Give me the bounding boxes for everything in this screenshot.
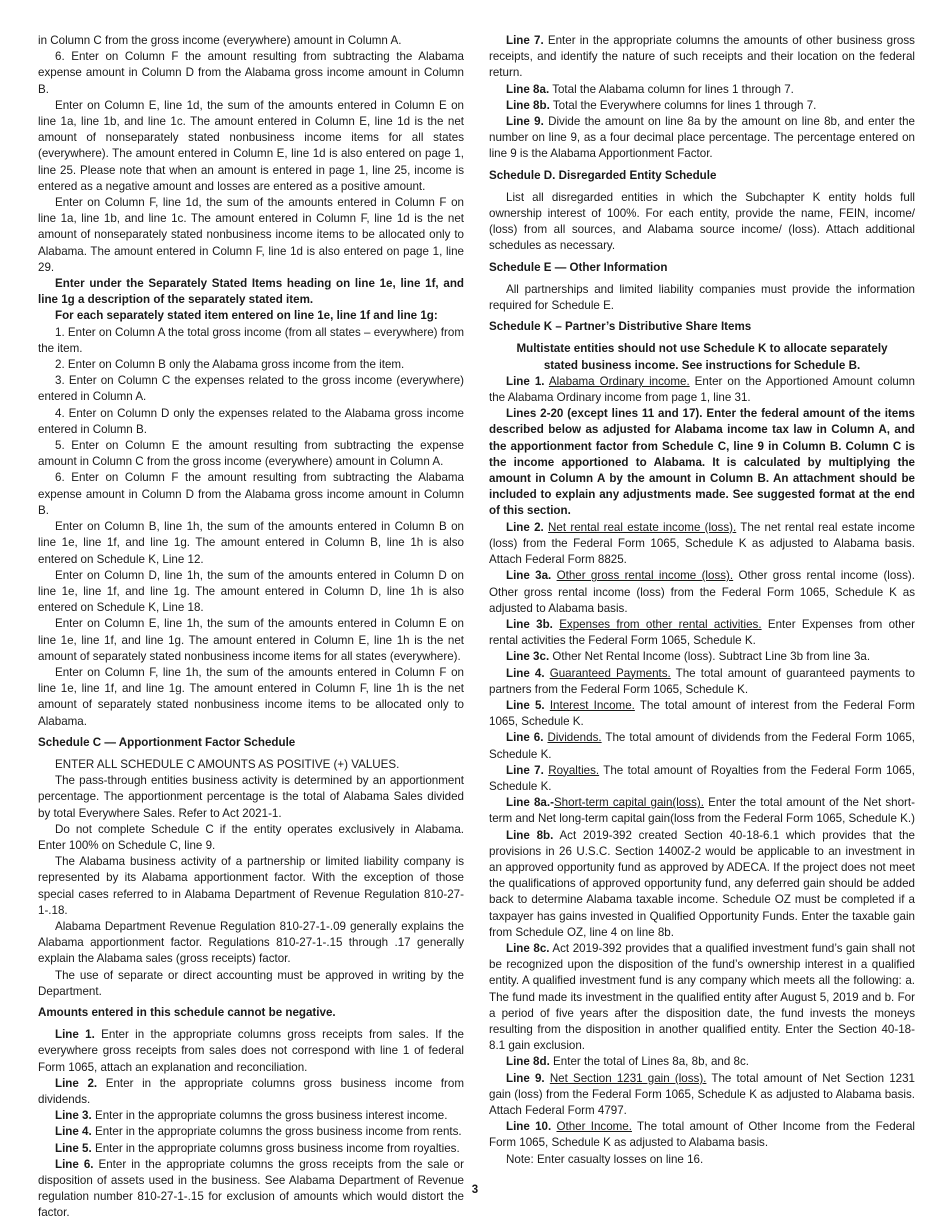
line-1-instruction: Line 1. Enter in the appropriate columns gross receipts from sales. If the everywhere gross receipts from sales does not correspond with line 1 of federal Form 1065, attach an explanation and reconciliation.: [38, 1028, 464, 1074]
list-item: 3. Enter on Column C the expenses related to the gross income (everywhere) entered in Column A.: [38, 374, 464, 404]
paragraph: Enter on Column F, line 1d, the sum of the amounts entered in Column F on line 1a, line 1b, and line 1c. The amount entered in Column F, line 1d is the net amount of nonseparately stated nonbusiness income items to be allocated only to Alabama. The amount entered in Column F, line 1d is also entered on page 1, line 29.: [38, 196, 464, 274]
line-6-instruction: Line 6. Enter in the appropriate columns the gross receipts from the sale or disposition of assets used in the business. See Alabama Department of Revenue regulation number 810-27-1-.15 for exclusion of amounts which would distort the factor.: [38, 1157, 464, 1220]
list-item: 4. Enter on Column D only the expenses related to the Alabama gross income entered in Column B.: [38, 406, 464, 436]
paragraph: Enter on Column E, line 1h, the sum of the amounts entered in Column E on line 1e, line 1f, and line 1g. The amount entered in Column E, line 1h is the net amount of separately stated nonbusiness income items for all states (everywhere).: [38, 617, 464, 663]
paragraph: Enter on Column D, line 1h, the sum of the amounts entered in Column D on line 1e, line 1f, and line 1g. The amount entered in Column D, line 1h is also entered on Schedule K, Line 18.: [38, 568, 464, 615]
paragraph: List all disregarded entities in which the Subchapter K entity holds full ownership interest of 100%. For each entity, provide the name, FEIN, income/ (loss) from all sources, and Alabama source income/ (loss). Attach additional schedules as necessary.: [489, 190, 915, 253]
k-line-3a: Line 3a. Other gross rental income (loss). Other gross rental income (loss). Other gross rental income (loss) from the Federal Form 1065, Schedule K as adjusted to Alabama basis.: [489, 569, 916, 615]
k-line-2: Line 2. Net rental real estate income (loss). The net rental real estate income (loss) from the Federal Form 1065, Schedule K as adjusted to Alabama basis. Attach Federal Form 8825.: [489, 520, 915, 567]
line-8a-instruction: Line 8a. Total the Alabama column for lines 1 through 7.: [506, 82, 794, 96]
line-9-instruction: Line 9. Divide the amount on line 8a by the amount on line 8b, and enter the number on line 9, as a four decimal place percentage. The percentage entered on line 9 is the Alabama Apportionment Factor.: [489, 115, 915, 161]
paragraph: The pass-through entities business activity is determined by an apportionment percentage. The apportionment percentage is the total of Alabama Sales divided by total Everywhere Sales. Refer to Act 2021-1.: [38, 774, 464, 820]
schedule-k-heading: Schedule K – Partner’s Distributive Share Items: [489, 320, 752, 334]
paragraph: Enter on Column B, line 1h, the sum of the amounts entered in Column B on line 1e, line 1f, and line 1g. The amount entered in Column B, line 1h is also entered on Schedule K, Line 12.: [38, 520, 464, 566]
paragraph: in Column C from the gross income (everywhere) amount in Column A.: [38, 34, 402, 47]
k-line-3c: Line 3c. Other Net Rental Income (loss). Subtract Line 3b from line 3a.: [506, 650, 871, 664]
paragraph: Alabama Department Revenue Regulation 810-27-1-.09 generally explains the Alabama apportionment factor. Regulations 810-27-1-.15 through .17 generally explain the Alabama sales (gross receipts) factor.: [38, 919, 464, 966]
list-item: 6. Enter on Column F the amount resulting from subtracting the Alabama expense amount in Column D from the Alabama gross income amount in Column B.: [38, 471, 464, 517]
left-column: [38, 33, 464, 1222]
list-item: 1. Enter on Column A the total gross income (from all states – everywhere) from the item.: [38, 325, 464, 355]
paragraph: ENTER ALL SCHEDULE C AMOUNTS AS POSITIVE (+) VALUES.: [55, 757, 400, 771]
paragraph: Do not complete Schedule C if the entity operates exclusively in Alabama. Enter 100% on Schedule C, line 9.: [38, 822, 464, 852]
paragraph: All partnerships and limited liability companies must provide the information required for Schedule E.: [489, 282, 915, 313]
line-7-instruction: Line 7. Enter in the appropriate columns the amounts of other business gross receipts, and identify the nature of such receipts and their location on the federal return.: [489, 34, 915, 80]
schedule-c-note: Amounts entered in this schedule cannot be negative.: [38, 1005, 336, 1019]
k-line-10: Line 10. Other Income. The total amount of Other Income from the Federal Form 1065, Schedule K as adjusted to Alabama basis.: [489, 1120, 915, 1150]
schedule-k-note: Multistate entities should not use Schedule K to allocate separately stated business income. See instructions for Schedule B.: [516, 342, 888, 372]
line-3-instruction: Line 3. Enter in the appropriate columns the gross business interest income.: [55, 1109, 448, 1123]
k-line-1: Line 1. Alabama Ordinary income. Enter on the Apportioned Amount column the Alabama Ordinary income from page 1, line 31.: [489, 374, 915, 405]
k-line-8a: Line 8a.-Short-term capital gain(loss). Enter the total amount of the Net short-term and Net long-term capital gain(loss from the Federal Form 1065, Schedule K.): [489, 796, 915, 826]
k-line-4: Line 4. Guaranteed Payments. The total amount of guaranteed payments to partners from the Federal Form 1065, Schedule K.: [489, 666, 915, 696]
paragraph: The use of separate or direct accounting must be approved in writing by the Department.: [38, 968, 464, 998]
right-column: [489, 33, 915, 1168]
k-line-8d: Line 8d. Enter the total of Lines 8a, 8b, and 8c.: [506, 1055, 749, 1069]
k-line-8c: Line 8c. Act 2019-392 provides that a qualified investment fund’s gain shall not be recognized upon the disposition of the fund’s ownership interest in a qualified entity. A qualified investment fund is any company which meets all the following: a. The fund made its investment in the qualified entity after August 5, 2019 and b. For a period of five years after the disposition date, the fund invests the moneys resulting from the disposition in another qualified entity. Enter the Section 40-18-8.1 gain exclusion.: [489, 941, 915, 1053]
k-line-3b: Line 3b. Expenses from other rental activities. Enter Expenses from other rental activities the Federal Form 1065, Schedule K.: [489, 617, 915, 648]
k-note: Note: Enter casualty losses on line 16.: [506, 1152, 704, 1166]
schedule-c-heading: Schedule C — Apportionment Factor Schedule: [38, 735, 296, 749]
list-item: 2. Enter on Column B only the Alabama gross income from the item.: [55, 358, 405, 372]
paragraph: The Alabama business activity of a partnership or limited liability company is represented by its Alabama apportionment factor. With the exception of those special cases referred to in Alabama Department of Revenue Regulation 810-27-1-.18.: [38, 855, 464, 917]
k-line-6: Line 6. Dividends. The total amount of dividends from the Federal Form 1065, Schedule K.: [489, 731, 915, 761]
k-line-7: Line 7. Royalties. The total amount of Royalties from the Federal Form 1065, Schedule K.: [489, 763, 915, 793]
k-lines-2-20: Lines 2-20 (except lines 11 and 17). Enter the federal amount of the items described below as adjusted for Alabama income tax law in Column A, and the apportionment factor from Schedule C, line 9 in Column B. Column C is the income apportioned to Alabama. It is calculated by multiplying the amount in Column A by the amount in Column B. An attachment should be included to explain any adjustments made. See suggested format at the end of this section.: [489, 407, 915, 518]
line-8b-instruction: Line 8b. Total the Everywhere columns for lines 1 through 7.: [506, 98, 817, 112]
page-number: 3: [471, 1184, 479, 1196]
line-4-instruction: Line 4. Enter in the appropriate columns the gross business income from rents.: [55, 1125, 462, 1139]
line-2-instruction: Line 2. Enter in the appropriate columns gross business income from dividends.: [38, 1076, 464, 1106]
paragraph: 6. Enter on Column F the amount resulting from subtracting the Alabama expense amount in Column D from the Alabama gross income amount in Column B.: [38, 50, 464, 96]
k-line-5: Line 5. Interest Income. The total amount of interest from the Federal Form 1065, Schedule K.: [489, 698, 915, 729]
paragraph-bold: Enter under the Separately Stated Items heading on line 1e, line 1f, and line 1g a description of the separately stated item.: [38, 277, 464, 307]
paragraph-bold: For each separately stated item entered on line 1e, line 1f and line 1g:: [55, 309, 438, 323]
k-line-9: Line 9. Net Section 1231 gain (loss). The total amount of Net Section 1231 gain (loss) from the Federal Form 1065, Schedule K as adjusted to Alabama basis. Attach Federal Form 4797.: [489, 1071, 915, 1117]
k-line-8b: Line 8b. Act 2019-392 created Section 40-18-6.1 which provides that the provisions in 26 U.S.C. Section 1400Z-2 would be applicable to an investment in an approved opportunity fund as approved by ADECA. If the project does not meet the qualifications of approved opportunity fund, any deferred gain should be added back to determine Alabama taxable income. Schedule OZ must be completed if a taxpayer has gains invested in Qualified Opportunity Funds. Enter the taxable gain from Schedule OZ, line 4 on line 8b.: [489, 828, 915, 939]
list-item: 5. Enter on Column E the amount resulting from subtracting the expense amount in Column C from the gross income (everywhere) amount in Column A.: [38, 439, 464, 469]
paragraph: Enter on Column F, line 1h, the sum of the amounts entered in Column F on line 1e, line 1f, and line 1g. The amount entered in Column F, line 1h is the net amount of separately stated nonbusiness income items to be allocated only to Alabama.: [38, 665, 464, 728]
line-5-instruction: Line 5. Enter in the appropriate columns gross business income from royalties.: [55, 1141, 460, 1155]
schedule-d-heading: Schedule D. Disregarded Entity Schedule: [489, 168, 717, 182]
schedule-e-heading: Schedule E — Other Information: [489, 260, 668, 274]
paragraph: Enter on Column E, line 1d, the sum of the amounts entered in Column E on line 1a, line 1b, and line 1c. The amount entered in Column E, line 1d is the net amount of nonseparately stated nonbusiness income items for all states (everywhere). The amount entered in Column E, line 1d is also entered on page 1, line 25. Please note that when an amount is entered in page 1, line 25, income is entered as a negative amount and losses are entered as a positive amount.: [38, 98, 464, 193]
